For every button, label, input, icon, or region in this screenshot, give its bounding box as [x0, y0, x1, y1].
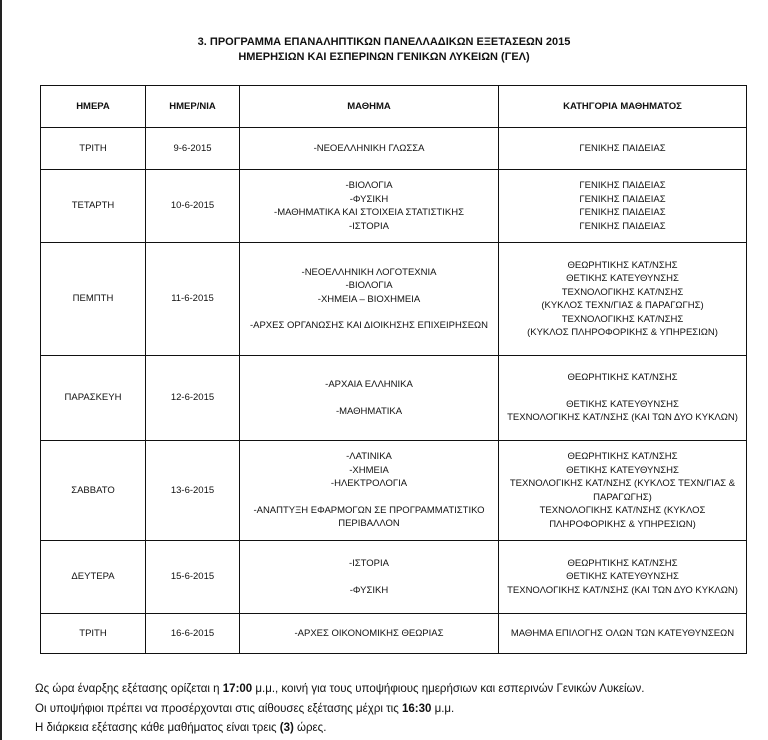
cell-date: 11-6-2015 — [146, 243, 240, 356]
cell-day: ΔΕΥΤΕΡΑ — [41, 541, 146, 614]
category-line: ΓΕΝΙΚΗΣ ΠΑΙΔΕΙΑΣ — [579, 193, 666, 205]
subject-line: -ΦΥΣΙΚΗ — [349, 584, 389, 596]
document-subtitle: ΗΜΕΡΗΣΙΩΝ ΚΑΙ ΕΣΠΕΡΙΝΩΝ ΓΕΝΙΚΩΝ ΛΥΚΕΙΩΝ (ΓΕΛ) — [238, 51, 530, 63]
cell-subjects — [240, 170, 499, 243]
cell-categories — [499, 541, 747, 614]
table-row — [41, 170, 747, 243]
category-line: ΘΕΤΙΚΗΣ ΚΑΤΕΥΘΥΝΣΗΣ — [566, 571, 679, 583]
subject-line: -ΧΗΜΕΙΑ – ΒΙΟΧΗΜΕΙΑ — [317, 293, 421, 305]
cell-categories — [499, 356, 747, 441]
table-row — [41, 441, 747, 541]
cell-categories — [499, 170, 747, 243]
subject-line: -ΒΙΟΛΟΓΙΑ — [345, 180, 393, 191]
subject-line: -ΑΝΑΠΤΥΞΗ ΕΦΑΡΜΟΓΩΝ ΣΕ ΠΡΟΓΡΑΜΜΑΤΙΣΤΙΚΟ — [253, 504, 485, 516]
table-row — [41, 541, 747, 614]
subject-line: -ΒΙΟΛΟΓΙΑ — [345, 280, 393, 291]
category-line: ΠΑΡΑΓΩΓΗΣ) — [593, 491, 652, 503]
cell-date: 16-6-2015 — [146, 614, 240, 654]
cell-day: ΤΕΤΑΡΤΗ — [41, 170, 146, 243]
footer-duration-note: Η διάρκεια εξέτασης κάθε μαθήματος είναι τρεις (3) ώρες. — [35, 722, 327, 734]
subject-line: -ΑΡΧΕΣ ΟΡΓΑΝΩΣΗΣ ΚΑΙ ΔΙΟΙΚΗΣΗΣ ΕΠΙΧΕΙΡΗΣΕΩΝ — [249, 320, 489, 331]
subject-line — [244, 306, 494, 319]
subject-line: -ΙΣΤΟΡΙΑ — [348, 558, 389, 569]
subject-line: -ΑΡΧΕΣ ΟΙΚΟΝΟΜΙΚΗΣ ΘΕΩΡΙΑΣ — [294, 627, 444, 639]
cell-subjects — [240, 356, 499, 441]
subject-line: -ΝΕΟΕΛΛΗΝΙΚΗ ΓΛΩΣΣΑ — [313, 142, 425, 154]
category-line: ΤΕΧΝΟΛΟΓΙΚΗΣ ΚΑΤ/ΝΣΗΣ (ΚΑΙ ΤΩΝ ΔΥΟ ΚΥΚΛΩΝ) — [507, 584, 738, 596]
exam-schedule-table — [40, 85, 747, 654]
category-line: ΘΕΩΡΗΤΙΚΗΣ ΚΑΤ/ΝΣΗΣ — [567, 372, 678, 384]
cell-day: ΣΑΒΒΑΤΟ — [41, 441, 146, 541]
category-line: ΓΕΝΙΚΗΣ ΠΑΙΔΕΙΑΣ — [579, 207, 666, 218]
table-header-row — [41, 86, 747, 128]
category-line: ΤΕΧΝΟΛΟΓΙΚΗΣ ΚΑΤ/ΝΣΗΣ (ΚΥΚΛΟΣ ΤΕΧΝ/ΓΙΑΣ & — [509, 478, 736, 489]
category-line: ΘΕΤΙΚΗΣ ΚΑΤΕΥΘΥΝΣΗΣ — [566, 273, 679, 284]
cell-subjects — [240, 243, 499, 356]
header-subject: ΜΑΘΗΜΑ — [240, 86, 499, 128]
category-line: ΘΕΩΡΗΤΙΚΗΣ ΚΑΤ/ΝΣΗΣ — [567, 451, 678, 462]
cell-day: ΤΡΙΤΗ — [41, 128, 146, 170]
category-line: ΤΕΧΝΟΛΟΓΙΚΗΣ ΚΑΤ/ΝΣΗΣ — [561, 286, 684, 298]
table-row — [41, 614, 747, 654]
category-line: ΓΕΝΙΚΗΣ ΠΑΙΔΕΙΑΣ — [579, 142, 666, 154]
page-left-border — [0, 0, 2, 740]
subject-line — [244, 491, 494, 504]
subject-line: -ΦΥΣΙΚΗ — [349, 193, 389, 205]
cell-categories — [499, 243, 747, 356]
category-line: ΜΑΘΗΜΑ ΕΠΙΛΟΓΗΣ ΟΛΩΝ ΤΩΝ ΚΑΤΕΥΘΥΝΣΕΩΝ — [510, 627, 735, 639]
cell-date: 9-6-2015 — [146, 128, 240, 170]
category-line: (ΚΥΚΛΟΣ ΤΕΧΝ/ΓΙΑΣ & ΠΑΡΑΓΩΓΗΣ) — [541, 300, 704, 311]
cell-categories — [499, 614, 747, 654]
cell-categories — [499, 128, 747, 170]
subject-line: -ΛΑΤΙΝΙΚΑ — [346, 451, 392, 463]
category-line: ΘΕΩΡΗΤΙΚΗΣ ΚΑΤ/ΝΣΗΣ — [567, 259, 678, 271]
cell-date: 13-6-2015 — [146, 441, 240, 541]
category-line: ΘΕΩΡΗΤΙΚΗΣ ΚΑΤ/ΝΣΗΣ — [567, 557, 678, 569]
cell-date: 15-6-2015 — [146, 541, 240, 614]
table-row — [41, 128, 747, 170]
subject-line: -ΜΑΘΗΜΑΤΙΚΑ ΚΑΙ ΣΤΟΙΧΕΙΑ ΣΤΑΤΙΣΤΙΚΗΣ — [274, 207, 464, 218]
footer-start-time-note: Ως ώρα έναρξης εξέτασης ορίζεται η 17:00 μ.μ., κοινή για τους υποψήφιους ημερήσιων και εσπερινών Γενικών Λυκείων. — [35, 683, 645, 695]
document-title: 3. ΠΡΟΓΡΑΜΜΑ ΕΠΑΝΑΛΗΠΤΙΚΩΝ ΠΑΝΕΛΛΑΔΙΚΩΝ ΕΞΕΤΑΣΕΩΝ 2015 — [197, 36, 571, 48]
cell-subjects — [240, 541, 499, 614]
category-line — [503, 385, 742, 398]
category-line: ΓΕΝΙΚΗΣ ΠΑΙΔΕΙΑΣ — [579, 220, 666, 232]
category-line: (ΚΥΚΛΟΣ ΠΛΗΡΟΦΟΡΙΚΗΣ & ΥΠΗΡΕΣΙΩΝ) — [527, 327, 718, 338]
cell-date: 10-6-2015 — [146, 170, 240, 243]
table-row — [41, 356, 747, 441]
subject-line: -ΙΣΤΟΡΙΑ — [348, 220, 389, 232]
header-day: ΗΜΕΡΑ — [41, 86, 146, 128]
category-line: ΤΕΧΝΟΛΟΓΙΚΗΣ ΚΑΤ/ΝΣΗΣ (ΚΑΙ ΤΩΝ ΔΥΟ ΚΥΚΛΩΝ) — [507, 412, 738, 424]
subject-line: -ΝΕΟΕΛΛΗΝΙΚΗ ΛΟΓΟΤΕΧΝΙΑ — [301, 266, 437, 278]
subject-line — [244, 571, 494, 584]
footer-arrival-note: Οι υποψήφιοι πρέπει να προσέρχονται στις αίθουσες εξέτασης μέχρι τις 16:30 μ.μ. — [35, 703, 455, 715]
table-row — [41, 243, 747, 356]
cell-day: ΤΡΙΤΗ — [41, 614, 146, 654]
cell-date: 12-6-2015 — [146, 356, 240, 441]
category-line: ΘΕΤΙΚΗΣ ΚΑΤΕΥΘΥΝΣΗΣ — [566, 398, 679, 410]
cell-subjects — [240, 614, 499, 654]
subject-line: -ΜΑΘΗΜΑΤΙΚΑ — [335, 405, 403, 417]
subject-line: -ΗΛΕΚΤΡΟΛΟΓΙΑ — [330, 478, 408, 490]
header-date: ΗΜΕΡ/ΝΙΑ — [146, 86, 240, 128]
cell-day: ΠΑΡΑΣΚΕΥΗ — [41, 356, 146, 441]
category-line: ΘΕΤΙΚΗΣ ΚΑΤΕΥΘΥΝΣΗΣ — [566, 464, 679, 476]
category-line: ΤΕΧΝΟΛΟΓΙΚΗΣ ΚΑΤ/ΝΣΗΣ — [561, 313, 684, 325]
cell-subjects — [240, 441, 499, 541]
subject-line: ΠΕΡΙΒΑΛΛΟΝ — [338, 518, 400, 530]
subject-line: -ΑΡΧΑΙΑ ΕΛΛΗΝΙΚΑ — [325, 379, 413, 390]
category-line: ΓΕΝΙΚΗΣ ΠΑΙΔΕΙΑΣ — [579, 180, 666, 191]
subject-line: -ΧΗΜΕΙΑ — [349, 464, 389, 476]
header-category: ΚΑΤΗΓΟΡΙΑ ΜΑΘΗΜΑΤΟΣ — [499, 86, 747, 128]
category-line: ΤΕΧΝΟΛΟΓΙΚΗΣ ΚΑΤ/ΝΣΗΣ (ΚΥΚΛΟΣ — [539, 505, 706, 516]
subject-line — [244, 392, 494, 405]
cell-categories — [499, 441, 747, 541]
cell-day: ΠΕΜΠΤΗ — [41, 243, 146, 356]
category-line: ΠΛΗΡΟΦΟΡΙΚΗΣ & ΥΠΗΡΕΣΙΩΝ) — [549, 518, 696, 530]
cell-subjects — [240, 128, 499, 170]
